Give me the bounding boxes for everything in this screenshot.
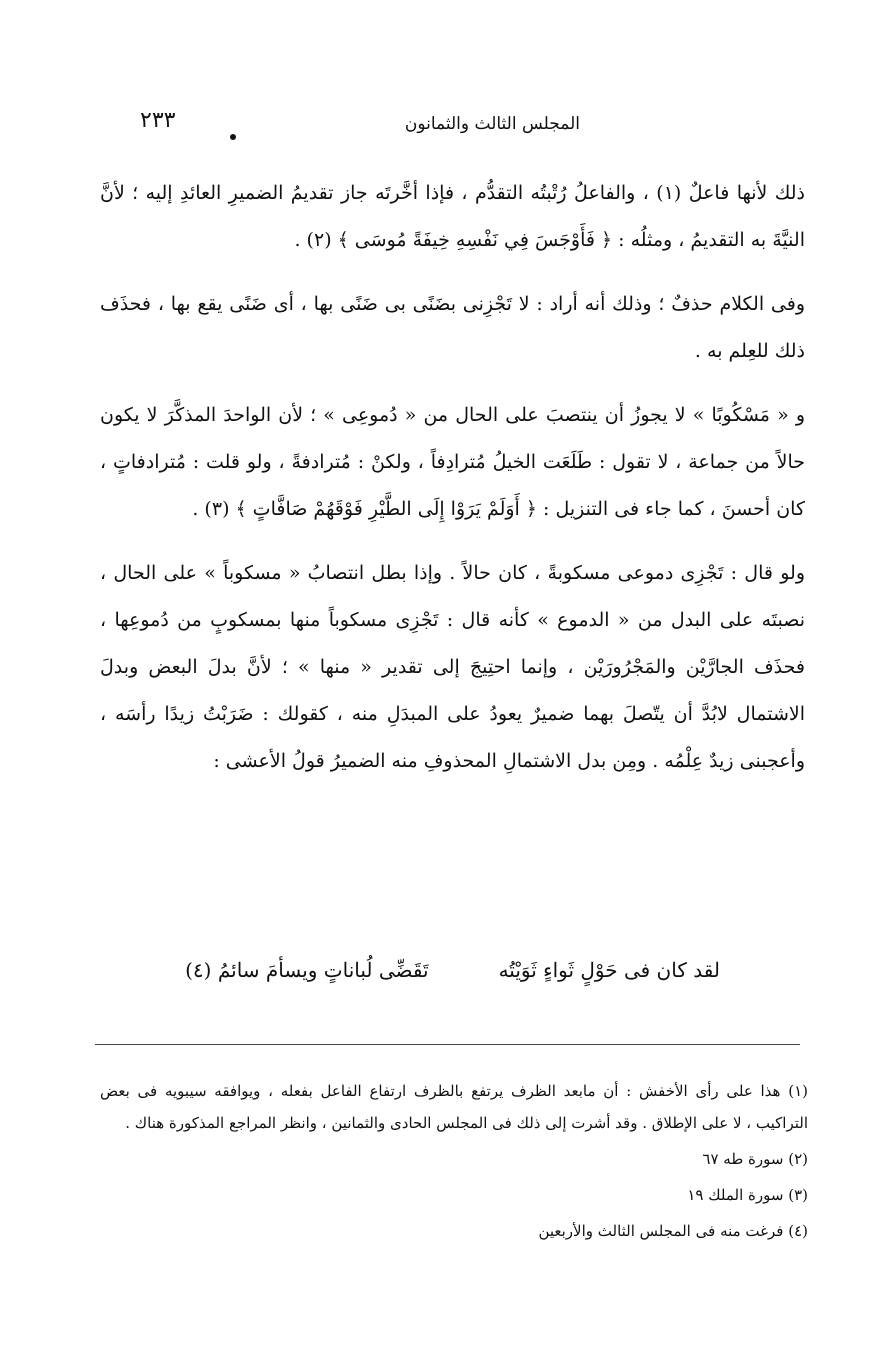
verse-second-hemistich: تَقَضِّى لُباناتٍ ويسأمَ سائمُ (٤)	[185, 958, 429, 982]
page-number: ٢٣٣	[140, 108, 176, 133]
paragraph: ذلك لأنها فاعلٌ (١) ، والفاعلُ رُتْبتُه التقدُّم ، فإذا أخَّرتَه جاز تقديمُ الضميرِ العائدِ إليه ؛ لأنَّ النيَّةَ به التقديمُ ، ومثلُه : ﴿ فَأَوْجَسَ فِي نَفْسِهِ خِيفَةً مُوسَى ﴾ (٢) .	[100, 182, 806, 251]
poetry-verse	[100, 958, 805, 982]
footnote-separator	[95, 1044, 800, 1045]
paragraph: و « مَسْكُوبًا » لا يجوزُ أن ينتصبَ على الحال من « دُموعِى » ؛ لأن الواحدَ المذكَّرَ لا يكون حالاً من جماعة ، لا تقول : طَلَعَت الخيلُ مُترادِفاً ، ولكنْ : مُترادفةً ، ولو قلت : مُترادفاتٍ ، كان أحسنَ ، كما جاء فى التنزيل : ﴿ أَوَلَمْ يَرَوْا إِلَى الطَّيْرِ فَوْقَهُمْ صَافَّاتٍ ﴾ (٣) .	[100, 404, 805, 520]
footnote: (٣) سورة الملك ١٩	[687, 1186, 808, 1204]
paragraph: وفى الكلام حذفٌ ؛ وذلك أنه أراد : لا تَجْزِنى بضَنًى بى ضَنًى بها ، أى ضَنًى يقع بها ، فحذَف ذلك للعِلم به .	[100, 293, 805, 362]
ink-dot	[230, 134, 236, 140]
footnote: (١) هذا على رأى الأخفش : أن مابعد الظرف يرتفع بالظرف ارتفاع الفاعل بفعله ، ويوافقه سيبويه فى بعض التراكيب ، لا على الإطلاق . وقد أشرت إلى ذلك فى المجلس الحادى والثمانين ، وانظر المراجع المذكورة هناك .	[100, 1082, 808, 1132]
verse-first-hemistich: لقد كان فى حَوْلٍ ثَواءٍ ثَوَيْتُه	[498, 958, 720, 982]
running-title: المجلس الثالث والثمانون	[404, 114, 580, 134]
paragraph: ولو قال : تَجْزِى دموعى مسكوبةً ، كان حالاً . وإذا بطل انتصابُ « مسكوباً » على الحال ، نصبتَه على البدل من « الدموع » كأنه قال : تَجْزِى مسكوباً منها بمسكوبٍ من دُموعِها ، فحذَف الجارَّيْن والمَجْرُورَيْن ، وإنما احتِيجَ إلى تقدير « منها » ؛ لأنَّ بدلَ البعض وبدلَ الاشتمال لابُدَّ أن يتّصلَ بهما ضميرٌ يعودُ على المبدَلِ منه ، كقولك : ضَرَبْتُ زيدًا رأسَه ، وأعجبنى زيدٌ عِلْمُه . ومِن بدل الاشتمالِ المحذوفِ منه الضميرُ قولُ الأعشى :	[100, 562, 805, 772]
footnote: (٢) سورة طه ٦٧	[702, 1150, 808, 1168]
footnotes	[100, 1075, 808, 1251]
main-text	[100, 170, 805, 802]
page-header	[140, 110, 750, 150]
footnote: (٤) فرغت منه فى المجلس الثالث والأربعين	[538, 1222, 808, 1240]
